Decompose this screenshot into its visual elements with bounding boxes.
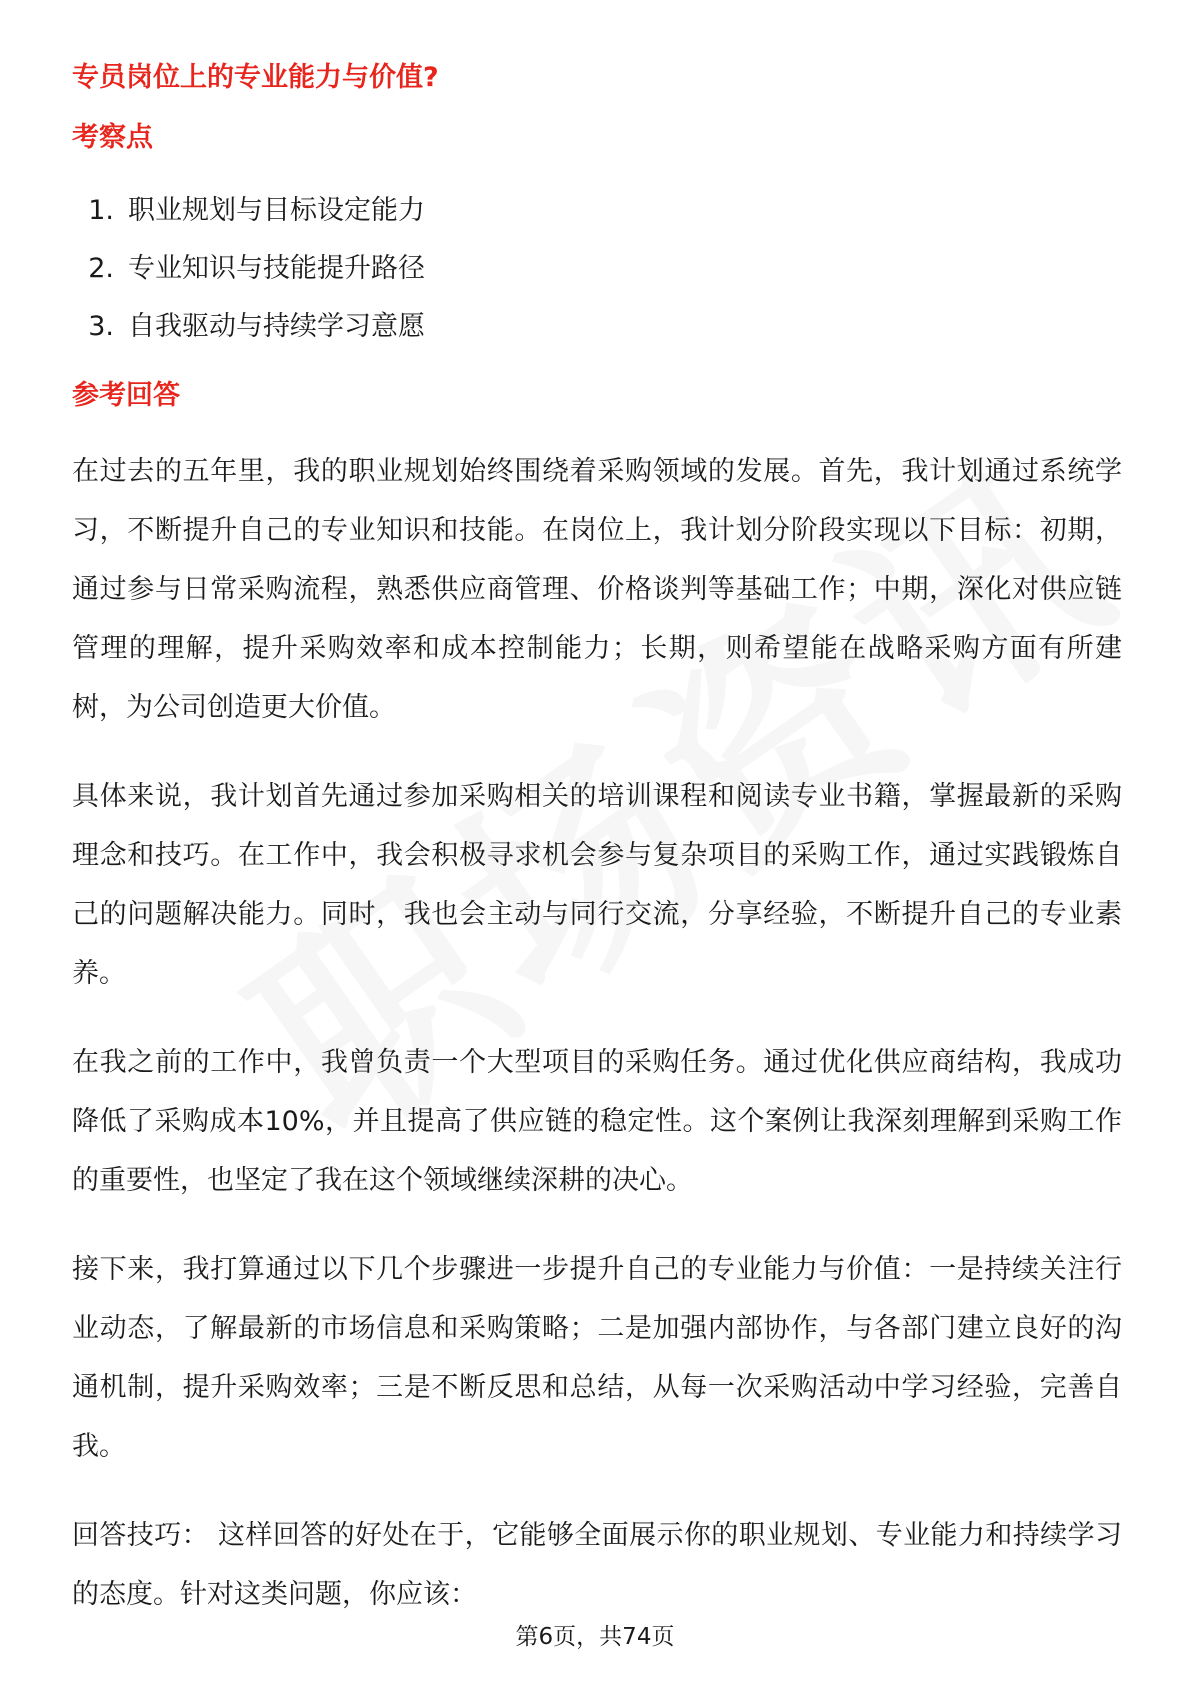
answer-paragraph: 在我之前的工作中，我曾负责一个大型项目的采购任务。通过优化供应商结构，我成功降低了采购成本10%，并且提高了供应链的稳定性。这个案例让我深刻理解到采购工作的重要性，也坚定了我在这个领域继续深耕的决心。 [72, 1047, 1122, 1196]
page-number-footer: 第6页，共74页 [515, 1624, 675, 1650]
list-item [72, 182, 1122, 240]
answer-tips-paragraph: 回答技巧： 这样回答的好处在于，它能够全面展示你的职业规划、专业能力和持续学习的态度。针对这类问题，你应该： [72, 1520, 1122, 1610]
list-item [72, 240, 1122, 298]
list-item [72, 298, 1122, 356]
answer-paragraph: 在过去的五年里，我的职业规划始终围绕着采购领域的发展。首先，我计划通过系统学习，不断提升自己的专业知识和技能。在岗位上，我计划分阶段实现以下目标：初期，通过参与日常采购流程，熟悉供应商管理、价格谈判等基础工作；中期，深化对供应链管理的理解，提升采购效率和成本控制能力；长期，则希望能在战略采购方面有所建树，为公司创造更大价值。 [72, 456, 1122, 723]
list-item-text: 职业规划与目标设定能力 [128, 195, 425, 226]
list-item-number: 1. [88, 195, 114, 226]
focus-list [72, 182, 1122, 356]
list-item-number: 3. [88, 311, 114, 342]
question-title: 专员岗位上的专业能力与价值? [72, 62, 439, 93]
answer-paragraph: 具体来说，我计划首先通过参加采购相关的培训课程和阅读专业书籍，掌握最新的采购理念和技巧。在工作中，我会积极寻求机会参与复杂项目的采购工作，通过实践锻炼自己的问题解决能力。同时，我也会主动与同行交流，分享经验，不断提升自己的专业素养。 [72, 781, 1122, 989]
content-area [72, 52, 1122, 1624]
focus-heading: 考察点 [72, 122, 153, 153]
list-item-text: 专业知识与技能提升路径 [128, 253, 425, 284]
list-item-text: 自我驱动与持续学习意愿 [128, 311, 425, 342]
answer-paragraph: 接下来，我打算通过以下几个步骤进一步提升自己的专业能力与价值：一是持续关注行业动态，了解最新的市场信息和采购策略；二是加强内部协作，与各部门建立良好的沟通机制，提升采购效率；三是不断反思和总结，从每一次采购活动中学习经验，完善自我。 [72, 1254, 1122, 1462]
answer-heading: 参考回答 [72, 380, 180, 411]
list-item-number: 2. [88, 253, 114, 284]
